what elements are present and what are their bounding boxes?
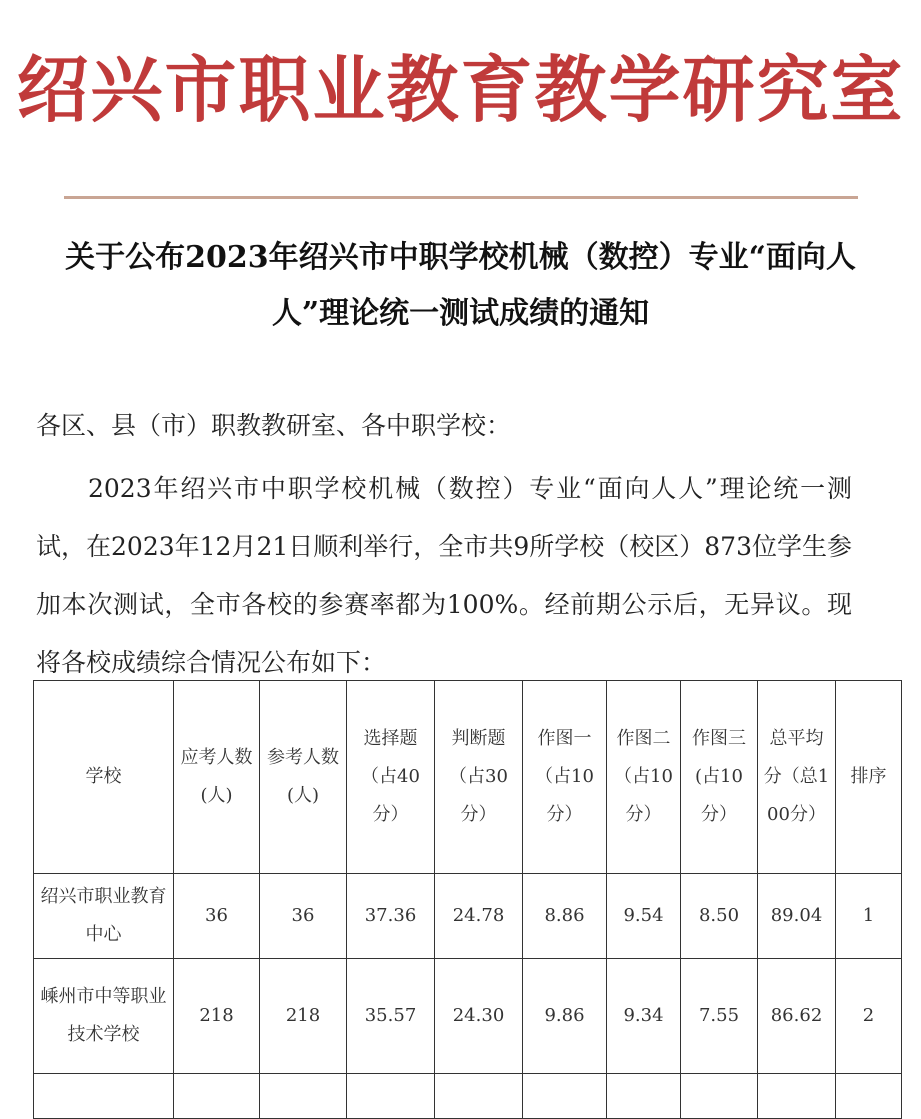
- header-true-false: 判断题（占30分）: [435, 681, 523, 874]
- table-row-partial: [34, 1074, 902, 1119]
- cell-true-false: 24.78: [435, 874, 523, 959]
- cell-school: 嵊州市中等职业技术学校: [34, 959, 174, 1074]
- header-drawing-3: 作图三(占10分）: [681, 681, 758, 874]
- table-header-row: [34, 681, 902, 874]
- cell-actual-count: 36: [260, 874, 347, 959]
- header-actual-count: 参考人数(人): [260, 681, 347, 874]
- salutation: 各区、县（市）职教教研室、各中职学校：: [36, 411, 512, 440]
- cell-drawing-1: 8.86: [523, 874, 607, 959]
- cell-multiple-choice: 35.57: [347, 959, 435, 1074]
- cell-multiple-choice: 37.36: [347, 874, 435, 959]
- header-school: 学校: [34, 681, 174, 874]
- cell-actual-count: 218: [260, 959, 347, 1074]
- cell-drawing-3: 7.55: [681, 959, 758, 1074]
- cell-true-false: 24.30: [435, 959, 523, 1074]
- cell-expected-count: 36: [174, 874, 260, 959]
- cell-drawing-1: 9.86: [523, 959, 607, 1074]
- cell-expected-count: 218: [174, 959, 260, 1074]
- header-drawing-2: 作图二（占10分）: [607, 681, 681, 874]
- header-expected-count: 应考人数(人): [174, 681, 260, 874]
- scores-table: [33, 680, 902, 1119]
- org-letterhead: 绍兴市职业教育教学研究室: [16, 47, 905, 132]
- header-multiple-choice: 选择题（占40分）: [347, 681, 435, 874]
- notice-paragraph: 2023年绍兴市中职学校机械（数控）专业“面向人人”理论统一测试，在2023年12月21日顺利举行，全市共9所学校（校区）873位学生参加本次测试，全市各校的参赛率都为100%。经前期公示后，无异议。现将各校成绩综合情况公布如下：: [36, 474, 852, 677]
- letterhead-divider: [64, 196, 858, 199]
- cell-average-score: 89.04: [758, 874, 836, 959]
- table-row: [34, 874, 902, 959]
- header-average-score: 总平均分（总100分）: [758, 681, 836, 874]
- cell-school: 绍兴市职业教育中心: [34, 874, 174, 959]
- cell-rank: 1: [836, 874, 902, 959]
- cell-drawing-2: 9.54: [607, 874, 681, 959]
- cell-average-score: 86.62: [758, 959, 836, 1074]
- cell-drawing-2: 9.34: [607, 959, 681, 1074]
- cell-drawing-3: 8.50: [681, 874, 758, 959]
- notice-title: 关于公布2023年绍兴市中职学校机械（数控）专业“面向人人”理论统一测试成绩的通知: [65, 240, 856, 331]
- table-row: [34, 959, 902, 1074]
- header-rank: 排序: [836, 681, 902, 874]
- header-drawing-1: 作图一（占10分）: [523, 681, 607, 874]
- cell-rank: 2: [836, 959, 902, 1074]
